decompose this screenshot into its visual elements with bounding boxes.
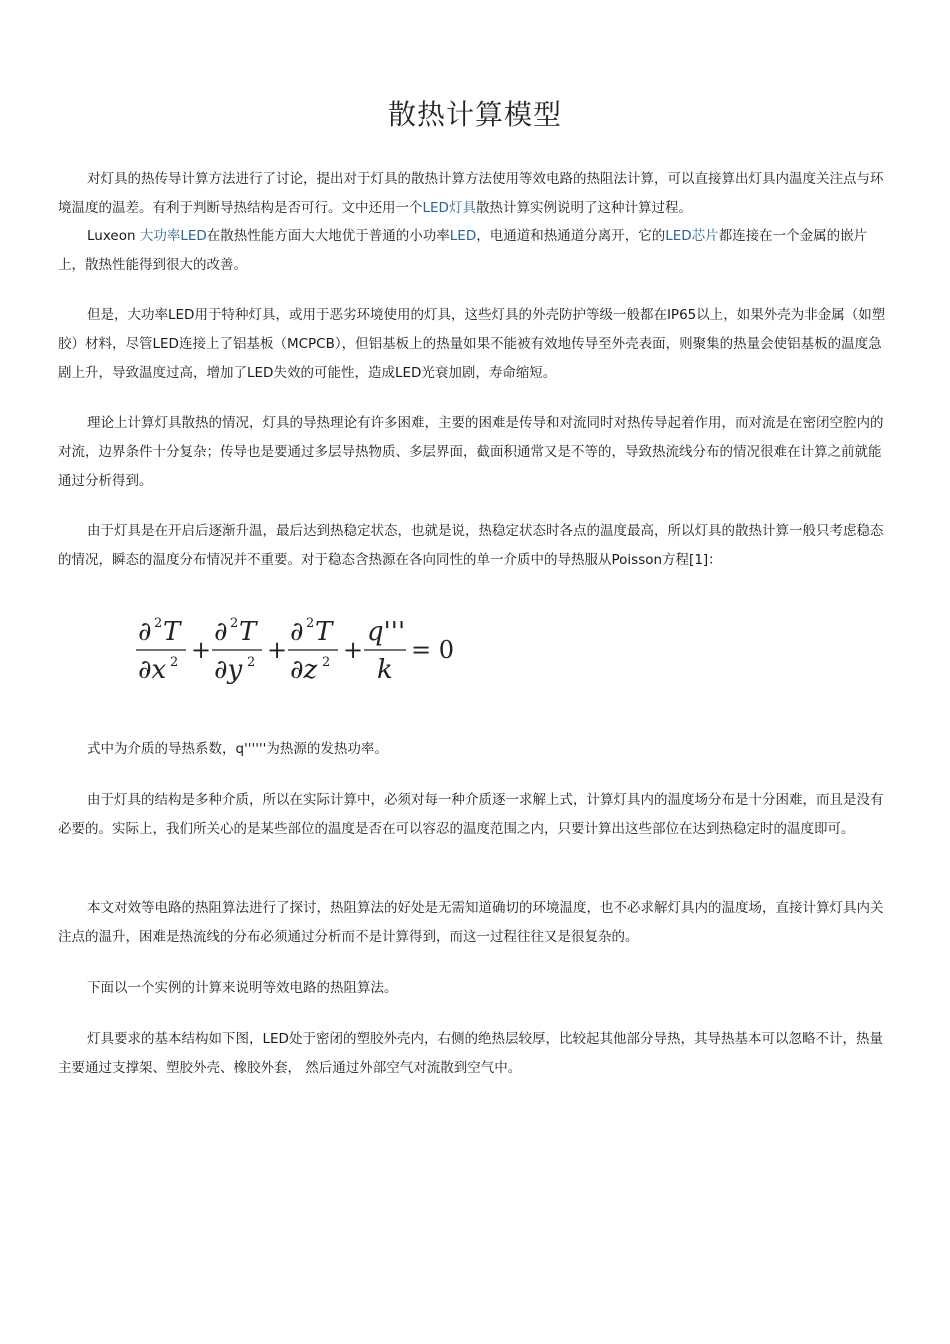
paragraph-luxeon — [58, 222, 892, 280]
paragraph-text: 都连接在一个金属的嵌片上，散热性能得到很大的改善。 — [58, 228, 868, 273]
superscript: 2 — [306, 616, 315, 631]
paragraph-example-intro: 下面以一个实例的计算来说明等效电路的热阻算法。 — [87, 980, 398, 996]
superscript: 2 — [247, 655, 256, 670]
paragraph-text: 在散热性能方面大大地优于普通的小功率 — [206, 228, 450, 244]
superscript: 2 — [322, 655, 331, 670]
heat-source-q: q''' — [367, 617, 406, 647]
partial-symbol: ∂ — [214, 617, 228, 647]
variable-t: T — [163, 617, 181, 647]
paragraph-thermal-resistance: 本文对效等电路的热阻算法进行了探讨，热阻算法的好处是无需知道确切的环境温度，也不必求解灯具内的温度场，直接计算灯具内关注点的温升，困难是热流线的分布必须通过分析而不是计算得到，而这一过程往往又是很复杂的。 — [58, 900, 884, 945]
poisson-equation — [134, 612, 464, 692]
denominator-x: ∂x — [138, 655, 167, 685]
paragraph-theory: 理论上计算灯具散热的情况，灯具的导热理论有许多困难，主要的困难是传导和对流同时对热传导起着作用，而对流是在密闭空腔内的对流，边界条件十分复杂；传导也是要通过多层导热物质、多层界面，截面积通常又是不等的，导致热流线分布的情况很难在计算之前就能通过分析得到。 — [58, 415, 884, 489]
paragraph-multi-medium: 由于灯具的结构是多种介质，所以在实际计算中，必须对每一种介质逐一求解上式，计算灯具内的温度场分布是十分困难，而且是没有必要的。实际上，我们所关心的是某些部位的温度是否在可以容忍的温度范围之内，只要计算出这些部位在达到热稳定时的温度即可。 — [58, 792, 884, 837]
superscript: 2 — [170, 655, 179, 670]
link-led[interactable]: LED — [449, 228, 477, 244]
paragraph-text: ，电通道和热通道分离开，它的 — [476, 228, 666, 244]
paragraph-steady-state: 由于灯具是在开启后逐渐升温，最后达到热稳定状态，也就是说，热稳定状态时各点的温度最高，所以灯具的散热计算一般只考虑稳态的情况，瞬态的温度分布情况并不重要。对于稳态含热源在各向同性的单一介质中的导热服从Poisson方程[1]： — [58, 523, 884, 568]
paragraph-formula-note: 式中为介质的导热系数，q''''''为热源的发热功率。 — [87, 741, 388, 757]
link-led-chip[interactable]: LED芯片 — [665, 228, 719, 244]
paragraph-text: 对灯具的热传导计算方法进行了讨论，提出对于灯具的散热计算方法使用等效电路的热阻法计算，可以直接算出灯具内温度关注点与环境温度的温差。有利于判断导热结构是否可行。文中还用一个 — [58, 171, 884, 216]
conductivity-k: k — [377, 655, 393, 685]
partial-symbol: ∂ — [290, 617, 304, 647]
paragraph-structure: 灯具要求的基本结构如下图，LED处于密闭的塑胶外壳内，右侧的绝热层较厚，比较起其他部分导热，其导热基本可以忽略不计，热量主要通过支撑架、塑胶外壳、橡胶外套， 然后通过外部空气对流散到空气中。 — [58, 1031, 883, 1076]
equals-zero: = 0 — [411, 636, 455, 664]
paragraph-intro — [58, 165, 892, 223]
superscript: 2 — [230, 616, 239, 631]
page-title: 散热计算模型 — [387, 98, 562, 131]
variable-t: T — [239, 617, 257, 647]
paragraph-text: 散热计算实例说明了这种计算过程。 — [475, 200, 692, 216]
link-led-lamp[interactable]: LED灯具 — [422, 200, 476, 216]
paragraph-text: Luxeon — [87, 228, 140, 244]
denominator-y: ∂y — [214, 655, 243, 685]
denominator-z: ∂z — [290, 655, 318, 685]
plus-sign: + — [191, 636, 212, 664]
variable-t: T — [315, 617, 333, 647]
partial-symbol: ∂ — [138, 617, 152, 647]
plus-sign: + — [267, 636, 288, 664]
superscript: 2 — [154, 616, 163, 631]
link-high-power-led[interactable]: 大功率LED — [139, 228, 207, 244]
paragraph-enclosure: 但是，大功率LED用于特种灯具，或用于恶劣环境使用的灯具，这些灯具的外壳防护等级一般都在IP65以上，如果外壳为非金属（如塑胶）材料，尽管LED连接上了铝基板（MCPCB），但铝基板上的热量如果不能被有效地传导至外壳表面，则聚集的热量会使铝基板的温度急剧上升，导致温度过高，增加了LED失效的可能性，造成LED光衰加剧，寿命缩短。 — [58, 307, 886, 381]
plus-sign: + — [343, 636, 364, 664]
